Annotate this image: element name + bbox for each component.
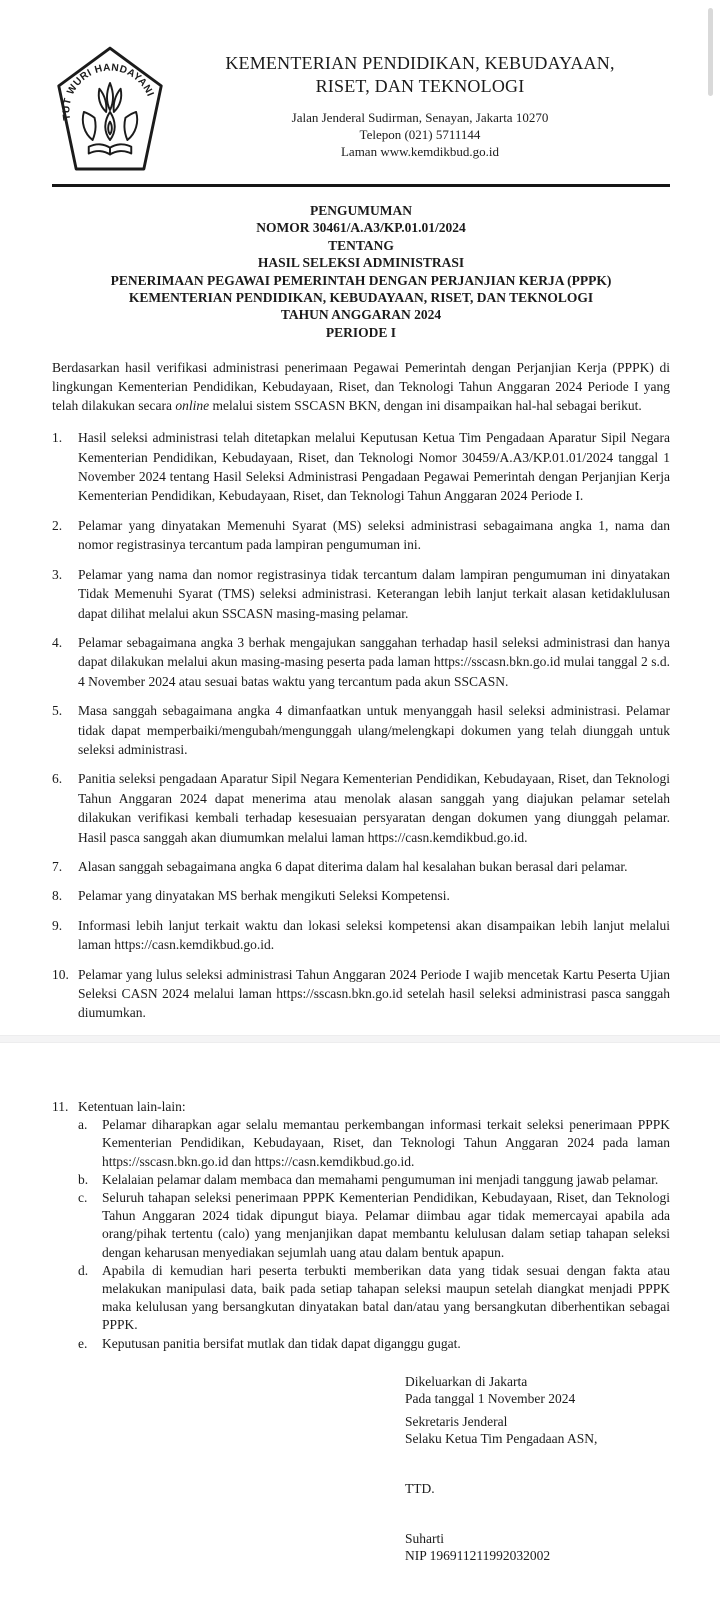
logo-arc-text: TUT WURI HANDAYANI xyxy=(61,62,156,121)
item-number: 7. xyxy=(52,858,63,874)
scrollbar-thumb[interactable] xyxy=(708,8,713,96)
item-number: 10. xyxy=(52,966,69,982)
signature-date: Pada tanggal 1 November 2024 xyxy=(405,1391,576,1407)
item-text: Pelamar yang dinyatakan MS berhak mengikuti Seleksi Kompetensi. xyxy=(78,888,450,904)
item-text: Informasi lebih lanjut terkait waktu dan lokasi seleksi kompetensi akan disampaikan lebih lanjut melalui laman https://casn.kemdikbud.go.id. xyxy=(78,917,670,953)
letterhead-rule xyxy=(52,184,670,187)
sub-item-letter: e. xyxy=(78,1335,88,1351)
address-line: Jalan Jenderal Sudirman, Senayan, Jakarta 10270 xyxy=(291,110,549,126)
list-item xyxy=(52,428,670,506)
item-number: 5. xyxy=(52,703,63,719)
list-item xyxy=(52,565,670,623)
page-2 xyxy=(0,1043,720,1564)
list-item xyxy=(52,916,670,955)
signature-role1: Sekretaris Jenderal xyxy=(405,1414,508,1430)
intro-text: melalui sistem SSCASN BKN, dengan ini disampaikan hal-hal sebagai berikut. xyxy=(209,398,642,414)
sub-item-text: Apabila di kemudian hari peserta terbukti memberikan data yang tidak sesuai dengan fakta atau melakukan manipulasi data, baik pada setiap tahapan seleksi maupun setelah diangkat menjadi PPPK maka kelulusan yang bersangkutan dinyatakan batal dan/atau yang bersangkutan diberhentikan sebagai PPPK. xyxy=(102,1262,670,1333)
letterhead-text xyxy=(170,44,670,161)
intro-paragraph xyxy=(52,358,670,415)
item-text: Alasan sanggah sebagaimana angka 6 dapat diterima dalam hal kesalahan bukan berasal dari pelamar. xyxy=(78,858,628,874)
item-number: 8. xyxy=(52,888,63,904)
sub-item xyxy=(78,1189,670,1262)
sub-item xyxy=(78,1262,670,1335)
item-number: 2. xyxy=(52,517,63,533)
title-line: KEMENTERIAN PENDIDIKAN, KEBUDAYAAN, RISET, DAN TEKNOLOGI xyxy=(128,290,594,306)
intro-italic-word: online xyxy=(175,398,210,414)
sub-item xyxy=(78,1116,670,1171)
sub-item xyxy=(78,1335,670,1353)
ministry-name-line2: RISET, DAN TEKNOLOGI xyxy=(315,76,525,97)
sub-item-text: Kelalaian pelamar dalam membaca dan memahami pengumuman ini menjadi tanggung jawab pelamar. xyxy=(102,1171,659,1187)
list-item xyxy=(52,769,670,847)
title-line: NOMOR 30461/A.A3/KP.01.01/2024 xyxy=(256,220,466,236)
page-break-band xyxy=(0,1035,720,1043)
list-item xyxy=(52,857,670,876)
item-text: Pelamar yang lulus seleksi administrasi Tahun Anggaran 2024 Periode I wajib mencetak Kartu Peserta Ujian Seleksi CASN 2024 melalui laman https://sscasn.bkn.go.id setelah hasil seleksi administrasi pasca sanggah diumumkan. xyxy=(78,966,670,1021)
tut-wuri-handayani-logo-icon xyxy=(52,44,168,178)
item11-label: Ketentuan lain-lain: xyxy=(78,1099,186,1114)
item-text: Pelamar yang nama dan nomor registrasinya tidak tercantum dalam lampiran pengumuman ini dinyatakan Tidak Memenuhi Syarat (TMS) seleksi administrasi. Keterangan lebih lanjut terkait alasan ketidaklulusan dapat dilihat melalui akun SSCASN masing-masing pelamar. xyxy=(78,566,670,621)
signatory-nip: NIP 196911211992032002 xyxy=(405,1548,551,1564)
title-line: HASIL SELEKSI ADMINISTRASI xyxy=(257,255,465,271)
title-line: TAHUN ANGGARAN 2024 xyxy=(280,307,442,323)
sub-item xyxy=(78,1171,670,1189)
item-number: 1. xyxy=(52,430,63,446)
item-number: 11. xyxy=(52,1099,69,1114)
sub-item-letter: c. xyxy=(78,1190,88,1206)
sub-item-text: Pelamar diharapkan agar selalu memantau perkembangan informasi terkait seleksi penerimaan PPPK Kementerian Pendidikan, Kebudayaan, Riset, dan Teknologi Tahun Anggaran 2024 pada laman https://sscasn.bkn.go.id dan https://casn.kemdikbud.go.id. xyxy=(102,1117,670,1169)
website-line: Laman www.kemdikbud.go.id xyxy=(340,144,500,160)
signature-block xyxy=(405,1373,670,1564)
list-item xyxy=(52,633,670,691)
item-text: Hasil seleksi administrasi telah ditetapkan melalui Keputusan Ketua Tim Pengadaan Aparatur Sipil Negara Kementerian Pendidikan, Kebudayaan, Riset, dan Teknologi Nomor 30459/A.A3/KP.01.01/2024 tanggal 1 November 2024 tentang Hasil Seleksi Administrasi Pengadaan Pegawai Pemerintah dengan Perjanjian Kerja Kementerian Pendidikan, Kebudayaan, Riset, dan Teknologi Tahun Anggaran 2024 Periode I. xyxy=(78,430,670,504)
item-text: Panitia seleksi pengadaan Aparatur Sipil Negara Kementerian Pendidikan, Kebudayaan, Riset, dan Teknologi Tahun Anggaran 2024 dapat menerima atau menolak alasan sanggah yang diajukan pelamar setelah dilakukan verifikasi kembali terhadap kesesuaian persyaratan dengan dokumen yang diunggah pelamar. Hasil pasca sanggah akan diumumkan melalui laman https://casn.kemdikbud.go.id. xyxy=(78,771,670,845)
item-number: 6. xyxy=(52,771,63,787)
item-number: 3. xyxy=(52,566,63,582)
ministry-name-line1: KEMENTERIAN PENDIDIKAN, KEBUDAYAAN, xyxy=(225,53,615,73)
sub-item-letter: b. xyxy=(78,1171,89,1187)
title-line: PERIODE I xyxy=(325,324,397,340)
item-text: Masa sanggah sebagaimana angka 4 dimanfaatkan untuk menyanggah hasil seleksi administrasi. Pelamar tidak dapat memperbaiki/mengubah/mengunggah ulang/melengkapi dokumen yang telah diunggah untuk seleksi administrasi. xyxy=(78,703,670,757)
item-number: 4. xyxy=(52,634,63,650)
sub-item-letter: a. xyxy=(78,1117,88,1133)
letterhead xyxy=(52,44,670,178)
item-number: 9. xyxy=(52,917,63,933)
list-item xyxy=(52,516,670,555)
sub-item-text: Keputusan panitia bersifat mutlak dan tidak dapat diganggu gugat. xyxy=(102,1335,461,1351)
ministry-logo xyxy=(52,44,170,178)
sub-item-text: Seluruh tahapan seleksi penerimaan PPPK Kementerian Pendidikan, Kebudayaan, Riset, dan Teknologi Tahun Anggaran 2024 tidak dipungut biaya. Pelamar diimbau agar tidak memercayai apabila ada orang/pihak tertentu (calo) yang menjanjikan dapat membantu kelulusan dalam setiap tahapan seleksi dengan keharusan menyediakan sejumlah uang atau dalam bentuk apapun. xyxy=(102,1190,670,1260)
signature-place: Dikeluarkan di Jakarta xyxy=(405,1373,528,1389)
signature-ttd: TTD. xyxy=(405,1480,435,1496)
item-text: Pelamar sebagaimana angka 3 berhak mengajukan sanggahan terhadap hasil seleksi administrasi dan hanya dapat dilakukan melalui akun masing-masing peserta pada laman https://sscasn.bkn.go.id mulai tanggal 2 s.d. 4 November 2024 atau sesuai batas waktu yang tercantum pada akun SSCASN. xyxy=(78,634,670,689)
title-line: PENERIMAAN PEGAWAI PEMERINTAH DENGAN PERJANJIAN KERJA (PPPK) xyxy=(110,272,612,288)
list-item-11 xyxy=(52,1098,670,1353)
intro-text: Berdasarkan hasil verifikasi administrasi penerimaan Pegawai Pemerintah dengan Perjanjian Kerja (PPPK) di lingkungan Kementerian Pendidikan, Kebudayaan, Riset, dan Teknologi Tahun Anggaran 2024 Periode I yang telah dilakukan secara xyxy=(52,360,670,414)
phone-line: Telepon (021) 5711144 xyxy=(359,127,481,143)
list-item xyxy=(52,886,670,905)
list-item xyxy=(52,701,670,759)
title-line: PENGUMUMAN xyxy=(310,203,412,218)
title-line: TENTANG xyxy=(328,237,394,253)
numbered-list xyxy=(52,428,670,1023)
list-item xyxy=(52,965,670,1023)
item-text: Pelamar yang dinyatakan Memenuhi Syarat (MS) seleksi administrasi sebagaimana angka 1, nama dan nomor registrasinya tercantum pada lampiran pengumuman ini. xyxy=(78,517,670,553)
signatory-name: Suharti xyxy=(405,1530,444,1546)
signature-role2: Selaku Ketua Tim Pengadaan ASN, xyxy=(405,1431,598,1447)
sub-item-letter: d. xyxy=(78,1262,89,1278)
document-title xyxy=(52,202,670,341)
